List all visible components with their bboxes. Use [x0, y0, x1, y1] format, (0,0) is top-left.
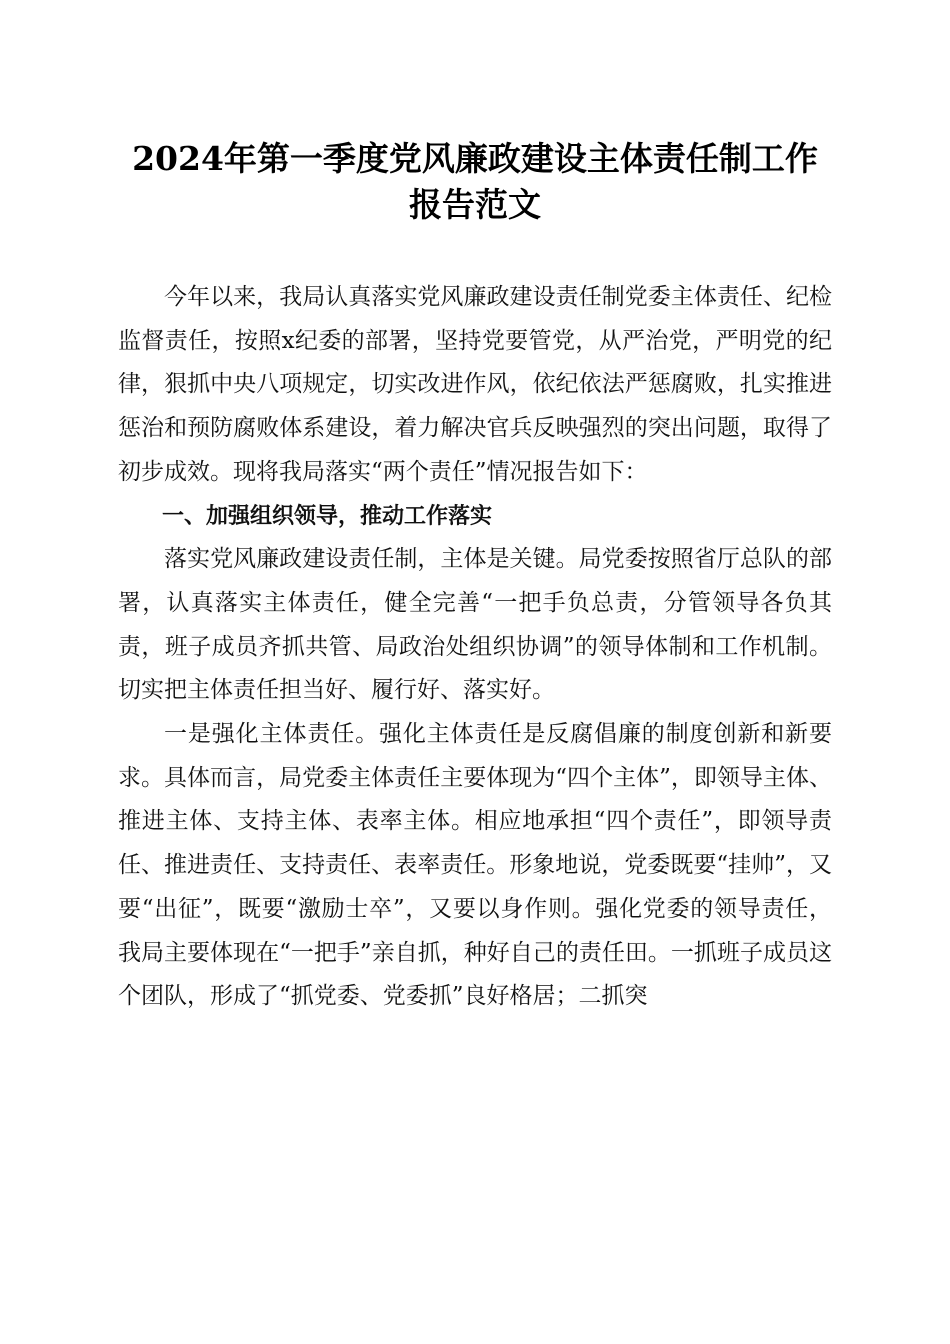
- section-paragraph: 一是强化主体责任。强化主体责任是反腐倡廉的制度创新和新要求。具体而言，局党委主体责任主要体现为“四个主体”，即领导主体、推进主体、支持主体、表率主体。相应地承担“四个责任”，即领导责任、推进责任、支持责任、表率责任。形象地说，党委既要“挂帅”，又要“出征”，既要“激励士卒”，又要以身作则。强化党委的领导责任，我局主要体现在“一把手”亲自抓，种好自己的责任田。一抓班子成员这个团队，形成了“抓党委、党委抓”良好格居；二抓突: [118, 721, 832, 1010]
- intro-paragraph: 今年以来，我局认真落实党风廉政建设责任制党委主体责任、纪检监督责任，按照x纪委的部署，坚持党要管党，从严治党，严明党的纪律，狠抓中央八项规定，切实改进作风，依纪依法严惩腐败，扎实推进惩治和预防腐败体系建设，着力解决官兵反映强烈的突出问题，取得了初步成效。现将我局落实“两个责任”情况报告如下：: [118, 284, 832, 485]
- section-heading: 一、加强组织领导，推动工作落实: [162, 503, 493, 529]
- document-title: 2024年第一季度党风廉政建设主体责任制工作报告范文: [132, 139, 818, 224]
- section-paragraph: 落实党风廉政建设责任制，主体是关键。局党委按照省厅总队的部署，认真落实主体责任，健全完善“一把手负总责，分管领导各负其责，班子成员齐抓共管、局政治处组织协调”的领导体制和工作机制。切实把主体责任担当好、履行好、落实好。: [118, 546, 832, 704]
- document-body: [118, 276, 832, 1019]
